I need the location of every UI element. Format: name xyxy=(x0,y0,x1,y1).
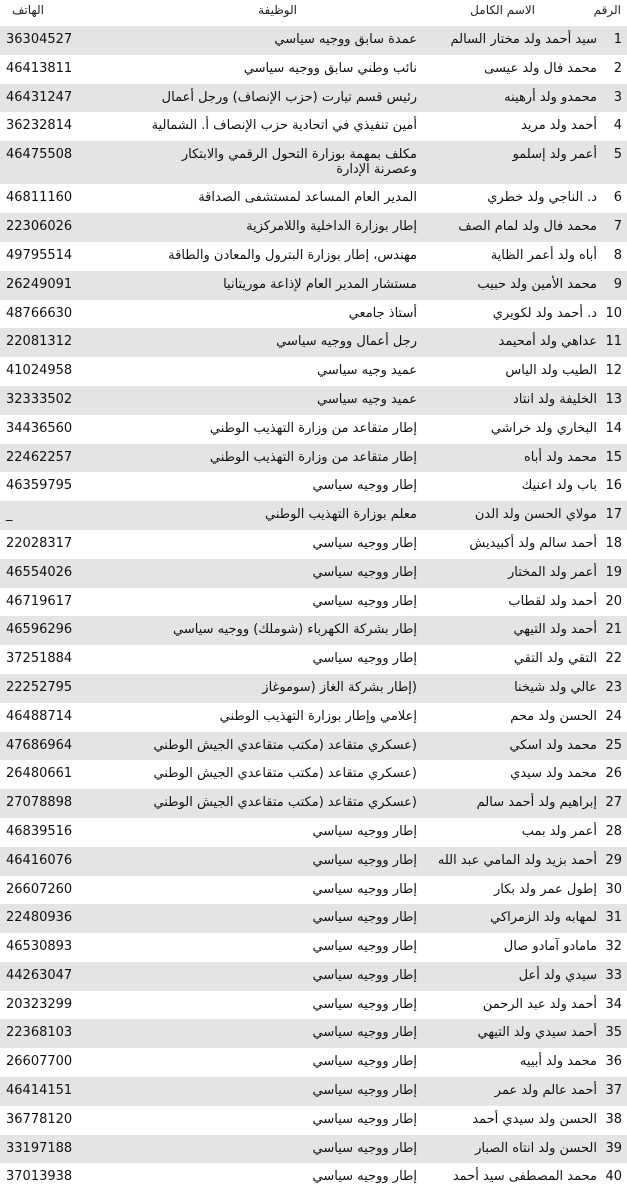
row-full-name: محمد ولد أباه xyxy=(523,449,597,465)
row-phone: 22306026 xyxy=(6,219,73,235)
row-job: إطار ووجيه سياسي xyxy=(312,823,417,839)
row-job: إطار متقاعد من وزارة التهذيب الوطني xyxy=(209,420,417,436)
row-job: إطار ووجيه سياسي xyxy=(312,852,417,868)
row-full-name: عالي ولد شيخنا xyxy=(514,679,597,695)
table-row xyxy=(0,415,627,444)
row-number: 17 xyxy=(605,507,622,523)
row-phone: 46359795 xyxy=(6,478,73,494)
row-number: 8 xyxy=(613,247,622,263)
row-phone: 41024958 xyxy=(6,363,73,379)
table-row xyxy=(0,328,627,357)
row-phone: 46719617 xyxy=(6,593,73,609)
header-number: الرقم xyxy=(593,3,621,17)
row-full-name: أعمر ولد المختار xyxy=(507,564,597,580)
table-row xyxy=(0,1135,627,1164)
row-full-name: أعمر ولد إسلمو xyxy=(512,147,597,163)
row-phone: 46414151 xyxy=(6,1083,73,1099)
table-row xyxy=(0,1019,627,1048)
row-job: عميد وجيه سياسي xyxy=(317,363,417,379)
table-row xyxy=(0,141,627,184)
row-phone: 22028317 xyxy=(6,535,73,551)
row-job: نائب وطني سابق ووجيه سياسي xyxy=(243,60,417,76)
row-number: 6 xyxy=(613,190,622,206)
row-job: إطار ووجيه سياسي xyxy=(312,535,417,551)
table-row xyxy=(0,962,627,991)
header-phone: الهاتف xyxy=(12,3,44,17)
row-full-name: الحسن ولد محم xyxy=(510,708,597,724)
row-job: إطار ووجيه سياسي xyxy=(312,564,417,580)
table-row xyxy=(0,1048,627,1077)
row-phone: 27078898 xyxy=(6,795,73,811)
table-row xyxy=(0,904,627,933)
table-row xyxy=(0,530,627,559)
row-job: إطار ووجيه سياسي xyxy=(312,939,417,955)
row-job: إعلامي وإطار بوزارة التهذيب الوطني xyxy=(219,708,417,724)
row-full-name: البخاري ولد خراشي xyxy=(490,420,597,436)
row-job: إطار ووجيه سياسي xyxy=(312,1140,417,1156)
row-number: 14 xyxy=(605,420,622,436)
row-full-name: الحسن ولد سيدي أحمد xyxy=(472,1111,597,1127)
table-row xyxy=(0,760,627,789)
table-row xyxy=(0,645,627,674)
row-phone: 49795514 xyxy=(6,247,73,263)
row-number: 20 xyxy=(605,593,622,609)
row-phone: 46413811 xyxy=(6,60,73,76)
row-full-name: أحمد ولد لقطاب xyxy=(508,593,597,609)
row-number: 9 xyxy=(613,276,622,292)
row-number: 26 xyxy=(605,766,622,782)
row-number: 2 xyxy=(613,60,622,76)
table-body xyxy=(0,26,627,1192)
row-full-name: الطيب ولد الياس xyxy=(505,363,597,379)
row-phone: 46475508 xyxy=(6,147,73,163)
header-job: الوظيفة xyxy=(258,3,297,17)
row-job: مستشار المدير العام لإذاعة موريتانيا xyxy=(223,276,417,292)
row-job: (إطار بشركة الغاز (سوموغاز xyxy=(262,679,417,695)
row-full-name: محمد ولد اسكي xyxy=(509,737,597,753)
table-row xyxy=(0,1077,627,1106)
row-number: 28 xyxy=(605,823,622,839)
row-full-name: د. أحمد ولد لكويري xyxy=(492,305,597,321)
row-phone: 46839516 xyxy=(6,823,73,839)
row-phone: 46596296 xyxy=(6,622,73,638)
row-number: 4 xyxy=(613,118,622,134)
row-number: 5 xyxy=(613,147,622,163)
row-full-name: أحمد ولد عبد الرحمن xyxy=(482,996,597,1012)
row-number: 34 xyxy=(605,996,622,1012)
row-full-name: محمد فال ولد عيسى xyxy=(484,60,597,76)
row-number: 23 xyxy=(605,679,622,695)
row-full-name: عداهي ولد أمحيمد xyxy=(498,334,597,350)
row-job: عمدة سابق ووجيه سياسي xyxy=(274,32,417,47)
row-phone: 22252795 xyxy=(6,679,73,695)
row-full-name: إبراهيم ولد أحمد سالم xyxy=(476,795,597,811)
row-phone: 34436560 xyxy=(6,420,73,436)
table-row xyxy=(0,559,627,588)
row-job: معلم بوزارة التهذيب الوطني xyxy=(265,507,417,523)
table-row xyxy=(0,112,627,141)
row-phone: 22480936 xyxy=(6,910,73,926)
row-phone: 46431247 xyxy=(6,89,73,105)
row-number: 15 xyxy=(605,449,622,465)
row-full-name: أحمد ولد التيهي xyxy=(513,622,597,638)
row-job: إطار ووجيه سياسي xyxy=(312,996,417,1012)
row-number: 32 xyxy=(605,939,622,955)
row-phone: 22462257 xyxy=(6,449,73,465)
row-phone: 46416076 xyxy=(6,852,73,868)
table-row xyxy=(0,84,627,113)
row-number: 11 xyxy=(605,334,622,350)
row-job: عميد وجيه سياسي xyxy=(317,391,417,407)
row-phone: 22081312 xyxy=(6,334,73,350)
table-row xyxy=(0,616,627,645)
row-phone: 44263047 xyxy=(6,967,73,983)
row-number: 24 xyxy=(605,708,622,724)
row-job: رئيس قسم تيارت (حزب الإنصاف) ورجل أعمال xyxy=(161,89,417,105)
table-row xyxy=(0,876,627,905)
row-job: المدير العام المساعد لمستشفى الصداقة xyxy=(198,190,417,206)
row-number: 1 xyxy=(613,32,622,47)
table-row xyxy=(0,386,627,415)
row-number: 30 xyxy=(605,881,622,897)
row-job: إطار ووجيه سياسي xyxy=(312,967,417,983)
table-row xyxy=(0,674,627,703)
row-job: إطار ووجيه سياسي xyxy=(312,1169,417,1185)
row-full-name: مولاي الحسن ولد الدن xyxy=(474,507,597,523)
row-number: 13 xyxy=(605,391,622,407)
row-number: 33 xyxy=(605,967,622,983)
row-full-name: محمد ولد أبييه xyxy=(519,1054,597,1070)
row-number: 16 xyxy=(605,478,622,494)
table-row xyxy=(0,1106,627,1135)
table-row xyxy=(0,300,627,329)
table-row xyxy=(0,818,627,847)
row-number: 29 xyxy=(605,852,622,868)
row-phone: 36778120 xyxy=(6,1111,73,1127)
row-number: 31 xyxy=(605,910,622,926)
row-phone: 26607700 xyxy=(6,1054,73,1070)
row-job: (عسكري متقاعد (مكتب متقاعدي الجيش الوطني xyxy=(153,737,417,753)
table-row xyxy=(0,789,627,818)
row-phone: 20323299 xyxy=(6,996,73,1012)
row-job: أمين تنفيذي في اتحادية حزب الإنصاف أ. الشمالية xyxy=(151,118,417,134)
row-full-name: أحمد عالم ولد عمر xyxy=(494,1083,597,1099)
row-full-name: أباه ولد أعمر الظاية xyxy=(490,247,597,263)
row-number: 35 xyxy=(605,1025,622,1041)
row-job: إطار بوزارة الداخلية واللامركزية xyxy=(246,219,417,235)
row-number: 37 xyxy=(605,1083,622,1099)
row-job: إطار ووجيه سياسي xyxy=(312,1083,417,1099)
table-row xyxy=(0,357,627,386)
row-number: 27 xyxy=(605,795,622,811)
table-row xyxy=(0,1163,627,1192)
table-row xyxy=(0,501,627,530)
row-phone: _ xyxy=(6,507,13,523)
row-job: إطار ووجيه سياسي xyxy=(312,910,417,926)
row-full-name: التقي ولد التقي xyxy=(513,651,597,667)
row-job: إطار ووجيه سياسي xyxy=(312,1111,417,1127)
row-full-name: إطول عمر ولد بكار xyxy=(493,881,597,897)
row-job: إطار متقاعد من وزارة التهذيب الوطني xyxy=(209,449,417,465)
row-job: إطار ووجيه سياسي xyxy=(312,478,417,494)
row-full-name: أحمد بزيد ولد المامي عبد الله xyxy=(437,852,597,868)
table-row xyxy=(0,933,627,962)
row-number: 19 xyxy=(605,564,622,580)
table-row xyxy=(0,444,627,473)
row-full-name: د. الناجي ولد خطري xyxy=(487,190,597,206)
row-job: مهندس، إطار بوزارة البترول والمعادن والطاقة xyxy=(168,247,417,263)
row-full-name: سيد أحمد ولد مختار السالم xyxy=(450,32,597,47)
row-number: 25 xyxy=(605,737,622,753)
row-phone: 26249091 xyxy=(6,276,73,292)
row-phone: 32333502 xyxy=(6,391,73,407)
row-job: إطار ووجيه سياسي xyxy=(312,1054,417,1070)
row-full-name: سيدي ولد أعل xyxy=(518,967,597,983)
row-full-name: أعمر ولد بمب xyxy=(521,823,597,839)
row-full-name: محمد ولد سيدي xyxy=(510,766,597,782)
row-phone: 46488714 xyxy=(6,708,73,724)
row-phone: 46811160 xyxy=(6,190,73,206)
row-phone: 36232814 xyxy=(6,118,73,134)
row-number: 22 xyxy=(605,651,622,667)
row-number: 21 xyxy=(605,622,622,638)
row-job: أستاذ جامعي xyxy=(348,305,417,321)
row-phone: 26607260 xyxy=(6,881,73,897)
row-phone: 46530893 xyxy=(6,939,73,955)
row-phone: 26480661 xyxy=(6,766,73,782)
row-full-name: الخليفة ولد انتاد xyxy=(513,391,597,407)
table-row xyxy=(0,588,627,617)
row-number: 38 xyxy=(605,1111,622,1127)
row-number: 3 xyxy=(613,89,622,105)
table-row xyxy=(0,213,627,242)
row-phone: 22368103 xyxy=(6,1025,73,1041)
row-job: إطار ووجيه سياسي xyxy=(312,651,417,667)
row-number: 12 xyxy=(605,363,622,379)
row-phone: 46554026 xyxy=(6,564,73,580)
row-number: 7 xyxy=(613,219,622,235)
table-row xyxy=(0,26,627,55)
row-phone: 36304527 xyxy=(6,32,73,47)
table-row xyxy=(0,184,627,213)
row-number: 10 xyxy=(605,305,622,321)
row-full-name: أحمد سالم ولد أكبيديش xyxy=(469,535,597,551)
table-row xyxy=(0,242,627,271)
row-job: إطار بشركة الكهرباء (شوملك) ووجيه سياسي xyxy=(173,622,417,638)
row-job: (عسكري متقاعد (مكتب متقاعدي الجيش الوطني xyxy=(153,795,417,811)
row-job: إطار ووجيه سياسي xyxy=(312,881,417,897)
row-phone: 33197188 xyxy=(6,1140,73,1156)
table-row xyxy=(0,271,627,300)
row-full-name: محمد فال ولد لمام الصف xyxy=(458,219,597,235)
row-number: 40 xyxy=(605,1169,622,1185)
row-job: رجل أعمال ووجيه سياسي xyxy=(276,334,417,350)
row-phone: 37013938 xyxy=(6,1169,73,1185)
table-row xyxy=(0,703,627,732)
row-full-name: باب ولد اعنيك xyxy=(521,478,597,494)
table-row xyxy=(0,472,627,501)
row-phone: 47686964 xyxy=(6,737,73,753)
table-row xyxy=(0,847,627,876)
row-full-name: مامادو آمادو صال xyxy=(503,939,597,955)
row-full-name: أحمد ولد مريد xyxy=(521,118,597,134)
row-full-name: لمهابه ولد الزمراكي xyxy=(490,910,597,926)
row-full-name: الحسن ولد انتاه الصبار xyxy=(475,1140,597,1156)
row-job: إطار ووجيه سياسي xyxy=(312,1025,417,1041)
row-number: 39 xyxy=(605,1140,622,1156)
row-job: إطار ووجيه سياسي xyxy=(312,593,417,609)
row-phone: 37251884 xyxy=(6,651,73,667)
row-full-name: محمد المصطفى سيد أحمد xyxy=(452,1169,597,1185)
row-job: (عسكري متقاعد (مكتب متقاعدي الجيش الوطني xyxy=(153,766,417,782)
row-number: 36 xyxy=(605,1054,622,1070)
table-row xyxy=(0,991,627,1020)
row-full-name: محمد الأمين ولد حبيب xyxy=(477,276,597,292)
row-number: 18 xyxy=(605,535,622,551)
table-row xyxy=(0,732,627,761)
table-row xyxy=(0,55,627,84)
table-header xyxy=(0,0,627,22)
row-full-name: محمدو ولد أرهينه xyxy=(504,89,597,105)
row-job: مكلف بمهمة بوزارة التحول الرقمي والابتكار وعصرنة الإدارة xyxy=(181,147,417,178)
row-full-name: أحمد سيدي ولد التيهي xyxy=(477,1025,597,1041)
row-phone: 48766630 xyxy=(6,305,73,321)
header-full-name: الاسم الكامل xyxy=(470,3,535,17)
